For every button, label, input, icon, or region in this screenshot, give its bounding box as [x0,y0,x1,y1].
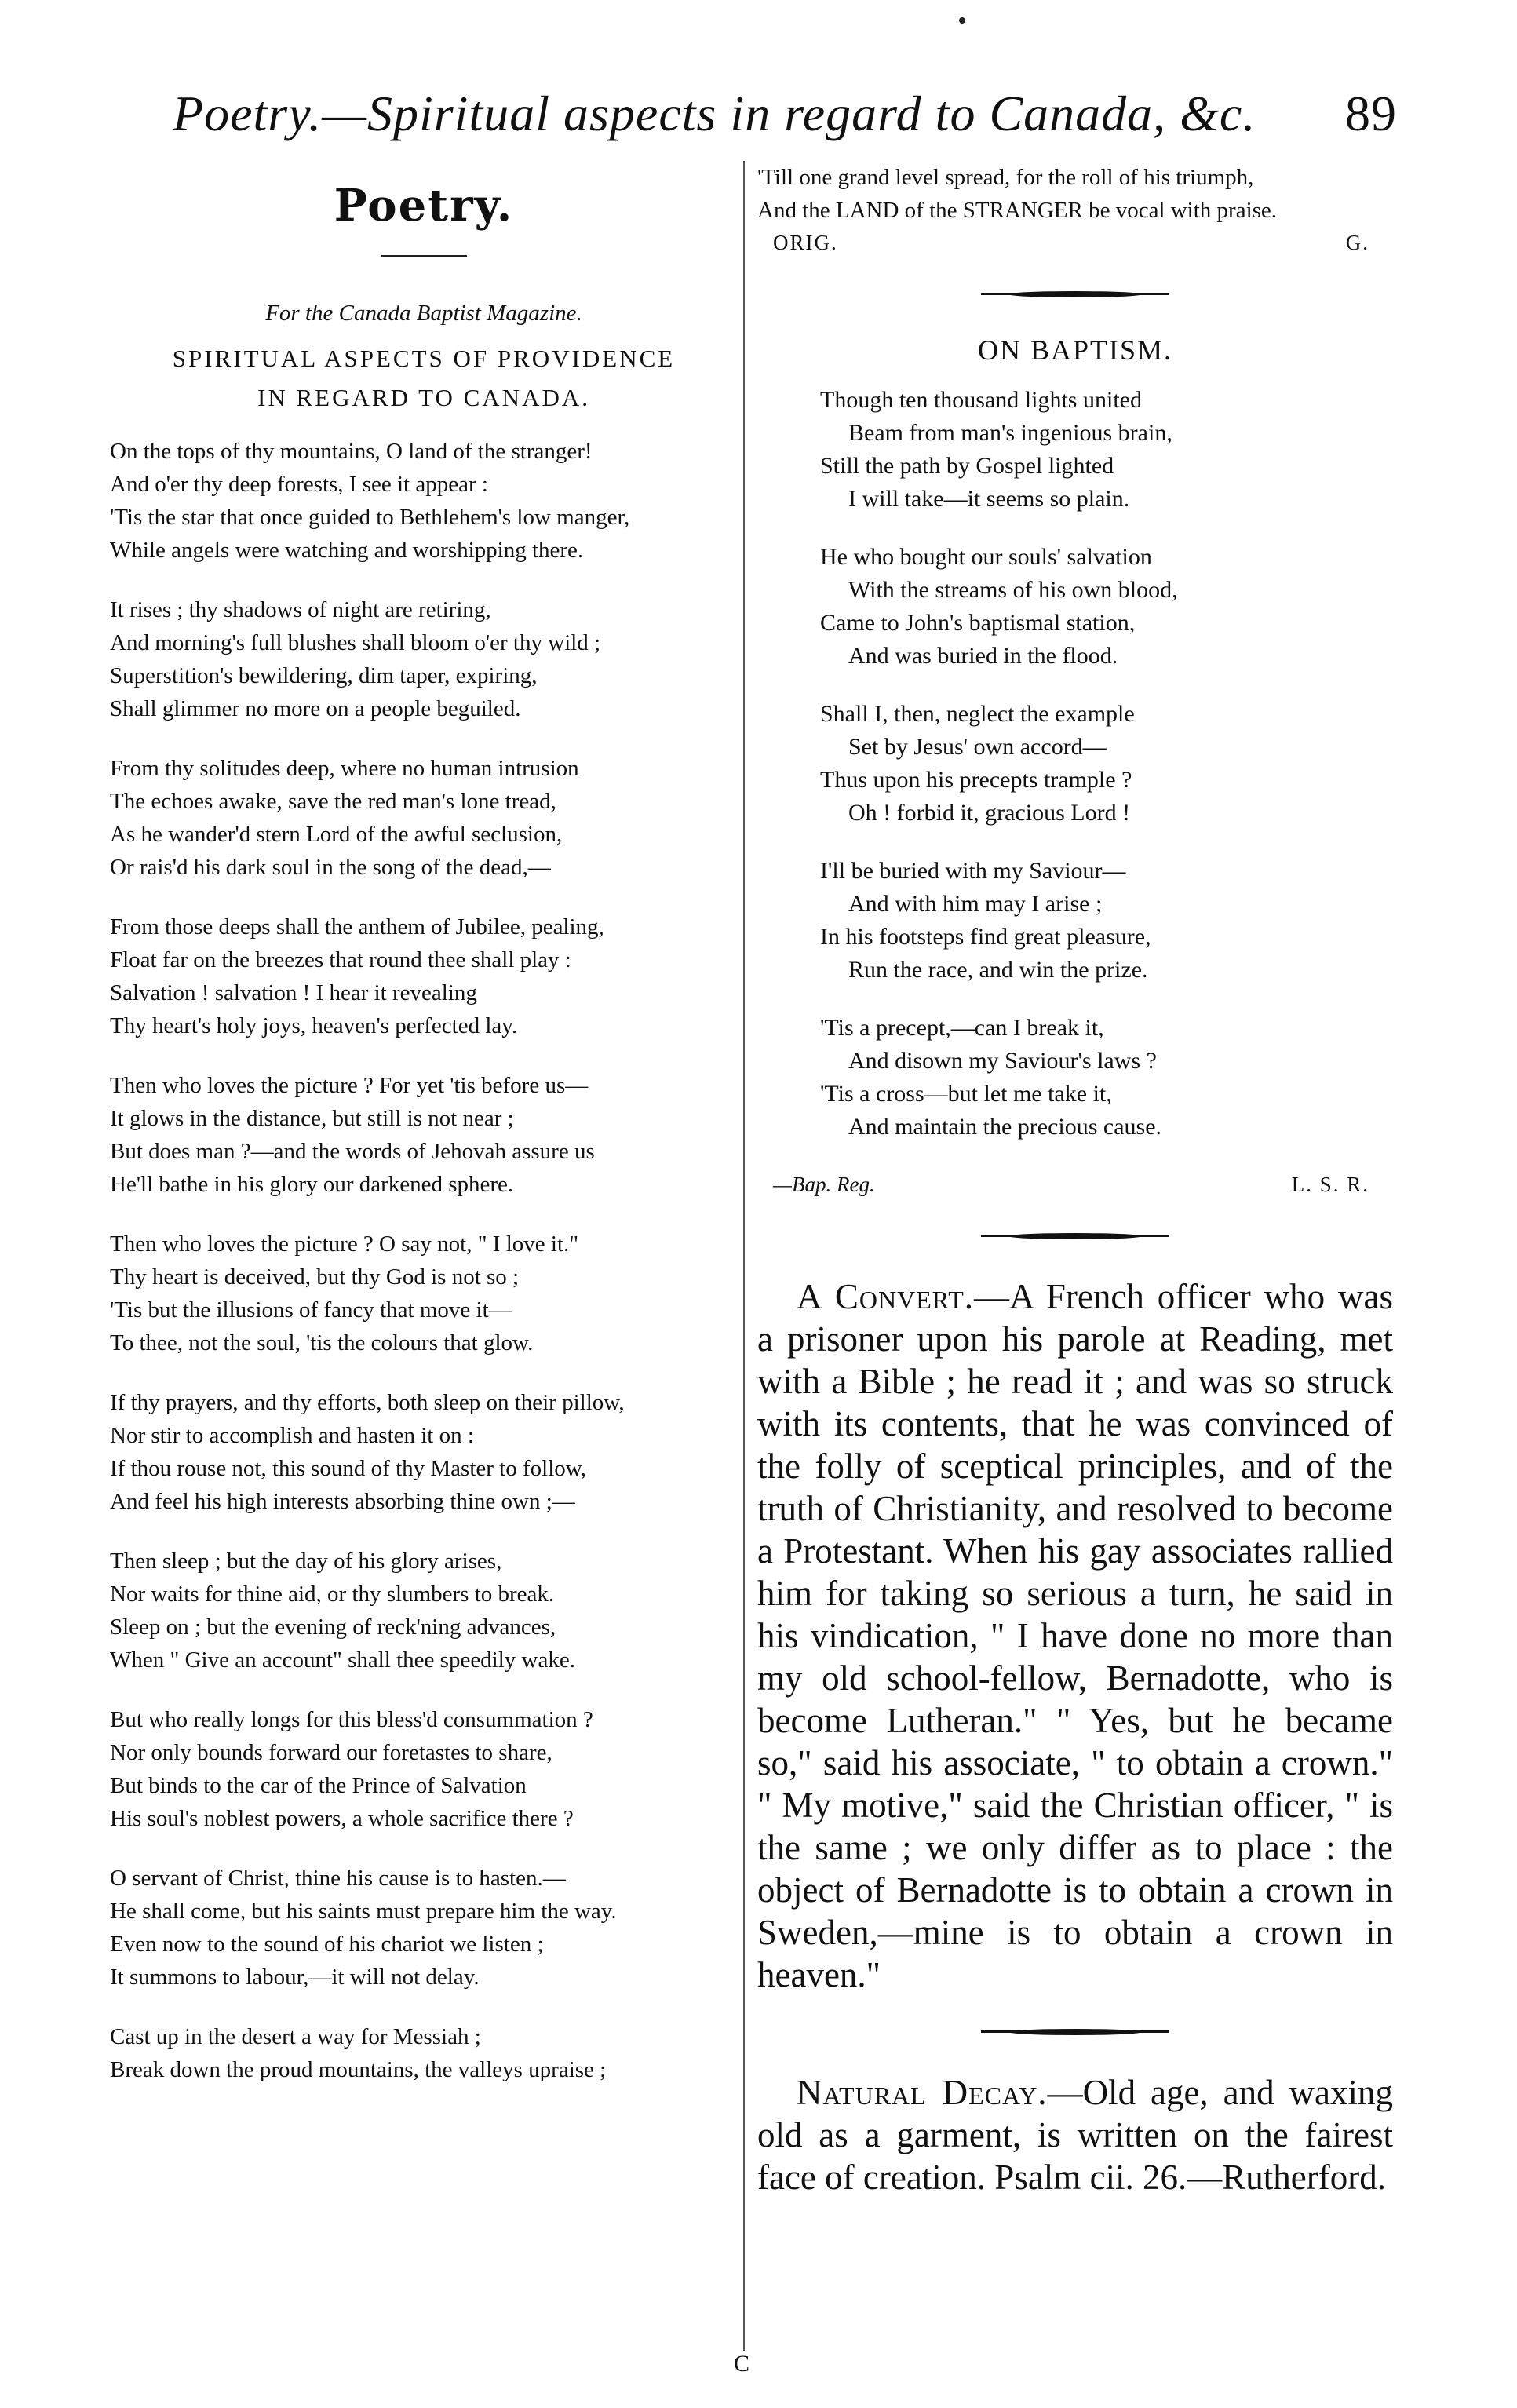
poem-line: On the tops of thy mountains, O land of the stranger! [110,439,593,464]
poem-line: 'Tis but the illusions of fancy that move it— [110,1297,512,1323]
poem-line: Run the race, and win the prize. [848,957,1148,983]
section-heading: Poetry. [334,180,514,232]
poem-line: O servant of Christ, thine his cause is to hasten.— [110,1866,566,1891]
poem-line: Shall I, then, neglect the example [820,701,1135,727]
stanza [820,384,1393,516]
poem-line: But does man ?—and the words of Jehovah assure us [110,1139,595,1164]
poem-line: 'Tis a cross—but let me take it, [820,1081,1112,1107]
poem-line: I'll be buried with my Saviour— [820,858,1126,884]
poem-line: Then who loves the picture ? O say not, " I love it." [110,1231,579,1257]
poem-line: If thy prayers, and thy efforts, both sleep on their pillow, [110,1390,625,1415]
stanza [820,1012,1393,1144]
poem-line: It glows in the distance, but still is not near ; [110,1106,514,1131]
stanza [820,855,1393,987]
poem-line: Break down the proud mountains, the valleys upraise ; [110,2057,607,2082]
poem-line: Still the path by Gospel lighted [820,453,1114,479]
poem-line: And the LAND of the STRANGER be vocal with praise. [757,198,1278,223]
decay-heading: Natural Decay. [797,2073,1048,2112]
poem-line: With the streams of his own blood, [848,577,1178,603]
left-column [110,161,738,2113]
baptism-poem [757,384,1393,1144]
stanza [110,1862,738,1994]
ornament-divider [757,1220,1393,1252]
poem-line: Oh ! forbid it, gracious Lord ! [848,800,1131,826]
poem-line: Sleep on ; but the evening of reck'ning advances, [110,1614,556,1640]
poem-line: His soul's noblest powers, a whole sacrifice there ? [110,1806,574,1831]
convert-heading: A Convert. [797,1277,974,1316]
stanza [110,1228,738,1359]
poem-line: Float far on the breezes that round thee shall play : [110,947,571,972]
signature-left: —Bap. Reg. [773,1173,875,1196]
short-rule [381,255,467,257]
poem-line: In his footsteps find great pleasure, [820,924,1151,950]
convert-text: —A French officer who was a prisoner upon his parole at Reading, met with a Bible ; he read it ; and was so struck with its contents, that he was convinced of the folly of sceptical principles, and of the truth of Christianity, and resolved to become a Protestant. When his gay associates rallied him for taking so serious a turn, he said in his vindication, " I have done no more than my old school-fellow, Bernadotte, who is become Lutheran." " Yes, but he became so," said his associate, " to obtain a crown." " My motive," said the Christian officer, " is the same ; we only differ as to place : the object of Bernadotte is to obtain a crown in Sweden,—mine is to obtain a crown in heaven." [757,1277,1394,1994]
poem-line: As he wander'd stern Lord of the awful seclusion, [110,822,563,847]
right-column [757,161,1393,2198]
poem-line: He shall come, but his saints must prepare him the way. [110,1899,617,1924]
stanza [110,593,738,725]
poem-line: From those deeps shall the anthem of Jubilee, pealing, [110,914,604,939]
signature-right: G. [1345,231,1369,254]
poem-line: Then sleep ; but the day of his glory arises, [110,1549,502,1574]
poem-line: When " Give an account" shall thee speedily wake. [110,1647,575,1673]
poem-line: Beam from man's ingenious brain, [848,420,1172,446]
poem-line: Then who loves the picture ? For yet 'tis before us— [110,1073,589,1098]
poem-line: And with him may I arise ; [848,891,1103,917]
poem-line: But who really longs for this bless'd consummation ? [110,1707,593,1732]
footer-mark: C [734,2351,750,2377]
ornament-divider [757,2016,1393,2048]
poem-line: 'Till one grand level spread, for the roll of his triumph, [757,165,1254,190]
running-head-title: Poetry.—Spiritual aspects in regard to Canada, &c. [173,86,1256,141]
poem-line: 'Tis a precept,—can I break it, [820,1015,1104,1041]
poem-line: Though ten thousand lights united [820,387,1142,413]
poem-line: And morning's full blushes shall bloom o'er thy wild ; [110,630,601,655]
poem-line: It summons to labour,—it will not delay. [110,1965,480,1990]
poem-line: And was buried in the flood. [848,643,1118,669]
poem-line: But binds to the car of the Prince of Salvation [110,1773,527,1798]
ornament-divider [757,279,1393,310]
column-divider [743,161,745,2351]
poem-title-line-1: SPIRITUAL ASPECTS OF PROVIDENCE [172,345,676,372]
decay-paragraph [757,2071,1393,2198]
poem-line: To thee, not the soul, 'tis the colours that glow. [110,1330,534,1355]
signature-bap-reg [757,1169,1393,1200]
ink-speck [959,17,965,24]
poem-line: Cast up in the desert a way for Messiah ; [110,2024,481,2049]
signature-left: ORIG. [773,231,838,254]
poem-line: Or rais'd his dark soul in the song of the dead,— [110,855,551,880]
byline: For the Canada Baptist Magazine. [265,301,582,326]
poem-line: He who bought our souls' salvation [820,544,1152,570]
poem-line: Set by Jesus' own accord— [848,734,1107,760]
poem-line: I will take—it seems so plain. [848,486,1130,512]
stanza [820,698,1393,830]
signature-orig [757,227,1393,258]
stanza [110,1703,738,1835]
poem-line: Nor waits for thine aid, or thy slumbers to break. [110,1582,555,1607]
poem-line: And feel his high interests absorbing thine own ;— [110,1489,575,1514]
poem-line: If thou rouse not, this sound of thy Master to follow, [110,1456,587,1481]
poem-line: He'll bathe in his glory our darkened sphere. [110,1172,514,1197]
poem-line: From thy solitudes deep, where no human intrusion [110,756,579,781]
running-head [173,85,1397,143]
poem-line: Thus upon his precepts trample ? [820,767,1132,793]
convert-paragraph [757,1275,1393,1996]
poem-line: While angels were watching and worshipping there. [110,538,584,563]
poem-line: Salvation ! salvation ! I hear it revealing [110,980,477,1005]
poem-line: It rises ; thy shadows of night are retiring, [110,597,491,622]
stanza [110,910,738,1042]
page-number: 89 [1345,86,1397,141]
poem-body [110,435,738,2086]
poem-line: Nor stir to accomplish and hasten it on : [110,1423,474,1448]
signature-right: L. S. R. [1291,1173,1369,1196]
stanza [110,752,738,884]
stanza [110,1069,738,1201]
poem-line: And disown my Saviour's laws ? [848,1048,1157,1074]
poem-line: Thy heart is deceived, but thy God is not so ; [110,1264,520,1290]
poem-line: Came to John's baptismal station, [820,610,1136,636]
poem-line: The echoes awake, save the red man's lone tread, [110,789,556,814]
decay-text: —Old age, and waxing old as a garment, is written on the fairest face of creation. Psalm cii. 26.—Rutherford. [757,2073,1393,2197]
stanza [110,1545,738,1676]
stanza [820,541,1393,673]
poem-line: Shall glimmer no more on a people beguiled. [110,696,521,721]
poem-line: 'Tis the star that once guided to Bethlehem's low manger, [110,505,630,530]
poem-line: And maintain the precious cause. [848,1114,1162,1140]
poem-title-line-2: IN REGARD TO CANADA. [257,384,590,411]
poem-line: Even now to the sound of his chariot we listen ; [110,1932,544,1957]
stanza [110,2020,738,2086]
baptism-title: ON BAPTISM. [977,334,1173,366]
poem-line: Nor only bounds forward our foretastes to share, [110,1740,552,1765]
poem-line: Superstition's bewildering, dim taper, expiring, [110,663,538,688]
poem-continuation [757,161,1393,227]
poem-line: Thy heart's holy joys, heaven's perfected lay. [110,1013,518,1038]
stanza [110,435,738,567]
poem-line: And o'er thy deep forests, I see it appear : [110,472,488,497]
stanza [110,1386,738,1518]
poem-title [110,339,738,418]
